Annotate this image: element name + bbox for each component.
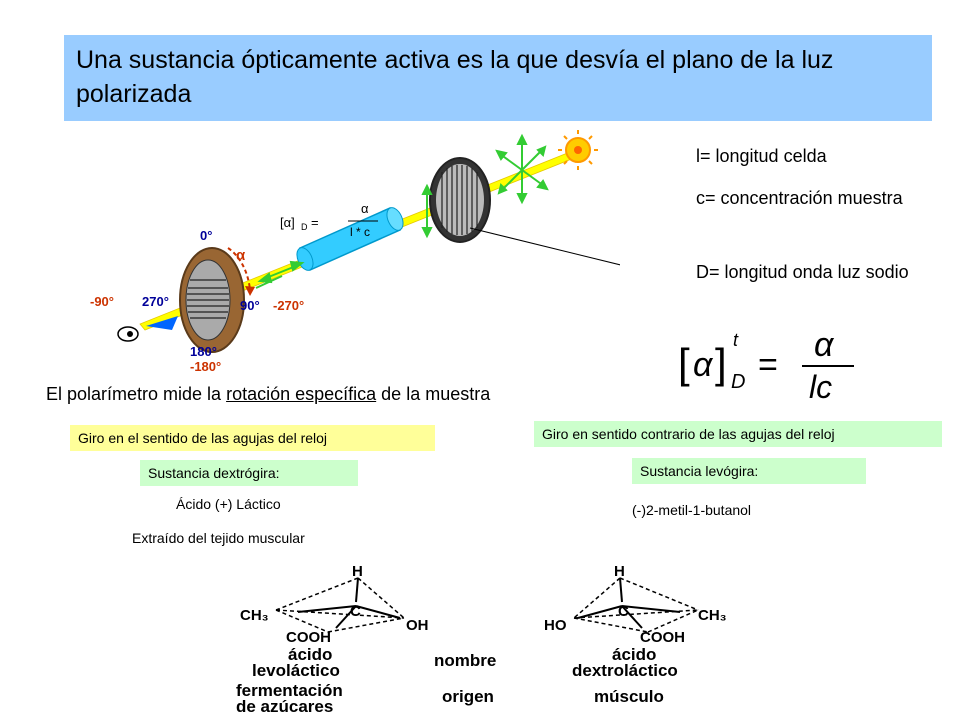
legend-c: c= concentración muestra [696, 188, 903, 208]
eye-icon [118, 327, 138, 341]
angle-90-label: 90° [240, 298, 260, 313]
levo-origin-1: fermentación [236, 681, 343, 700]
levo-name-2: levoláctico [252, 661, 340, 680]
dextro-atom-left: HO [544, 617, 567, 634]
polarimeter-diagram [60, 120, 620, 380]
levo-atom-top: H [352, 563, 363, 580]
svg-text:D: D [301, 222, 308, 232]
title-banner [64, 35, 932, 121]
rotated-arrow-icon [260, 262, 302, 282]
legend-D: D= longitud onda luz sodio [696, 262, 909, 282]
legend-l: l= longitud celda [696, 146, 827, 166]
bracket-close: ] [715, 340, 727, 387]
levo-atom-right: OH [406, 617, 429, 634]
formula-denominator: lc [809, 369, 833, 405]
left-ejemplo: Ácido (+) Láctico [176, 496, 281, 512]
dextrolactic-molecule [544, 563, 727, 706]
svg-text:=: = [311, 215, 319, 230]
dextro-atom-top: H [614, 563, 625, 580]
dextro-atom-right: CH₃ [698, 607, 727, 624]
formula-alpha-lhs: α [693, 346, 713, 384]
row-label-origen: origen [442, 687, 494, 706]
angle-0-label: 0° [200, 228, 213, 243]
levo-name-1: ácido [288, 645, 333, 664]
angle-neg270-label: -270° [273, 298, 305, 313]
svg-text:l * c: l * c [350, 225, 371, 239]
left-giro-box: Giro en el sentido de las agujas del reloj [70, 425, 435, 451]
levo-atom-left: CH₃ [240, 607, 269, 624]
row-label-nombre: nombre [434, 651, 497, 670]
angle-neg180-label: -180° [190, 359, 222, 374]
formula-alpha-num: α [814, 326, 834, 364]
slide-title: Una sustancia ópticamente activa es la que desvía el plano de la luz polarizada [76, 46, 834, 108]
sun-icon [558, 130, 598, 170]
levolactic-molecule [236, 563, 429, 716]
levo-atom-bottom: COOH [286, 629, 331, 646]
svg-text:α: α [361, 201, 369, 216]
lactic-acid-molecules [228, 560, 768, 720]
levo-origin-2: de azúcares [236, 697, 334, 716]
svg-text:[α]: [α] [280, 215, 295, 230]
rotation-arrowhead-icon [245, 286, 255, 296]
bracket-open: [ [678, 340, 690, 387]
pointer-line [470, 228, 620, 282]
angle-alpha-label: α [236, 247, 246, 264]
left-origen: Extraído del tejido muscular [132, 530, 305, 546]
formula-sub: D [731, 371, 746, 393]
dextro-origin-1: músculo [594, 687, 664, 706]
levo-atom-center: C [350, 603, 361, 620]
specific-rotation-formula [676, 324, 876, 406]
angle-270-label: 270° [142, 294, 169, 309]
dextro-name-2: dextroláctico [572, 661, 678, 680]
formula-sup: t [733, 330, 739, 350]
dextro-name-1: ácido [612, 645, 657, 664]
right-sustancia-box: Sustancia levógira: [632, 458, 866, 484]
dextro-atom-center: C [618, 603, 629, 620]
angle-neg90-label: -90° [90, 294, 114, 309]
rotacion-especifica-term: rotación específica [226, 384, 377, 404]
formula-equals: = [758, 346, 778, 384]
right-giro-box: Giro en sentido contrario de las agujas del reloj [534, 421, 942, 447]
left-sustancia-box: Sustancia dextrógira: [140, 460, 358, 486]
polarizer-disc [430, 158, 490, 242]
polarimeter-caption: El polarímetro mide la rotación específica de la muestra [46, 384, 491, 404]
analyzer-ring [180, 248, 244, 352]
right-ejemplo: (-)2-metil-1-butanol [632, 502, 752, 518]
angle-180-label: 180° [190, 344, 217, 359]
dextro-atom-bottom: COOH [640, 629, 685, 646]
